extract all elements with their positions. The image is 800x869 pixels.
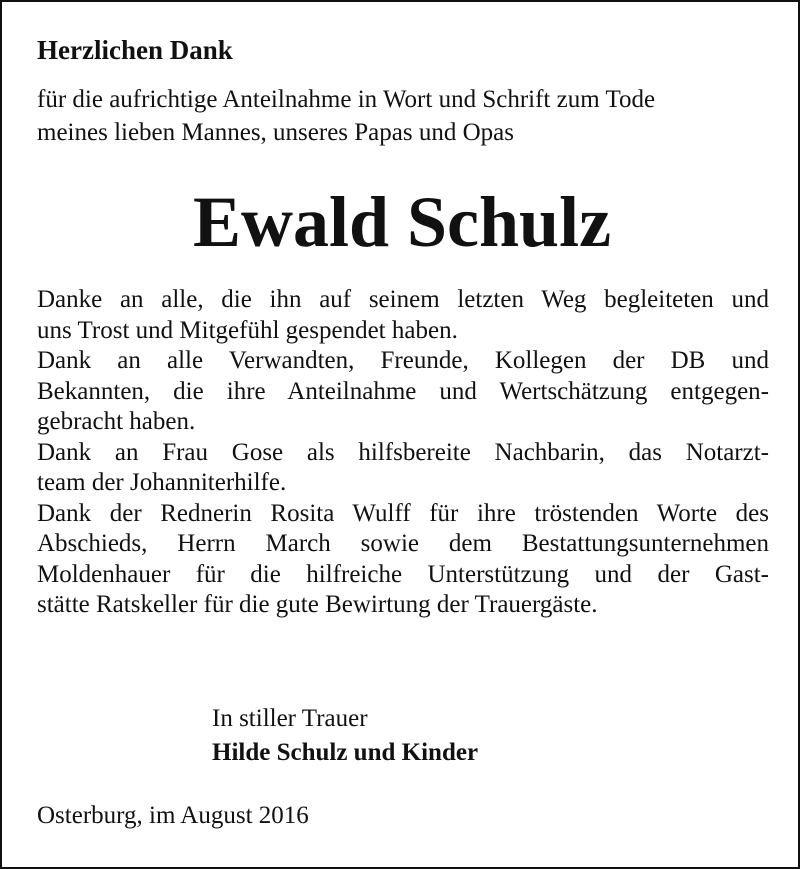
intro-line: meines lieben Mannes, unseres Papas und Opas xyxy=(37,118,514,146)
deceased-name: Ewald Schulz xyxy=(192,182,612,262)
intro-line: für die aufrichtige Anteilnahme in Wort und Schrift zum Tode xyxy=(37,86,656,113)
family-signature: Hilde Schulz und Kinder xyxy=(212,739,479,766)
thanks-line: Dank der Rednerin Rosita Wulff für ihre tröstenden Worte des xyxy=(37,499,769,527)
signature-block xyxy=(212,702,478,770)
thanks-line: team der Johanniterhilfe. xyxy=(37,469,287,496)
place-date: Osterburg, im August 2016 xyxy=(37,802,309,829)
thanks-line: uns Trost und Mitgefühl gespendet haben. xyxy=(37,316,458,344)
thanks-line: Moldenhauer für die hilfreiche Unterstützung und der Gast- xyxy=(37,560,769,588)
thanks-line: gebracht haben. xyxy=(37,408,196,435)
thanks-line: Dank an alle Verwandten, Freunde, Kollegen der DB und xyxy=(37,347,769,374)
notice-title: Herzlichen Dank xyxy=(37,35,233,65)
thanks-line: Bekannten, die ihre Anteilnahme und Wertschätzung entgegen- xyxy=(37,377,769,405)
thanks-line: Danke an alle, die ihn auf seinem letzten Weg begleiteten und xyxy=(37,286,769,313)
mourning-phrase: In stiller Trauer xyxy=(212,705,368,732)
thanks-line: stätte Ratskeller für die gute Bewirtung der Trauergäste. xyxy=(37,591,598,618)
intro-paragraph xyxy=(37,84,769,149)
thanks-line: Dank an Frau Gose als hilfsbereite Nachbarin, das Notarzt- xyxy=(37,438,769,466)
thanks-paragraph xyxy=(37,285,769,621)
thanks-line: Abschieds, Herrn March sowie dem Bestattungsunternehmen xyxy=(37,530,769,557)
